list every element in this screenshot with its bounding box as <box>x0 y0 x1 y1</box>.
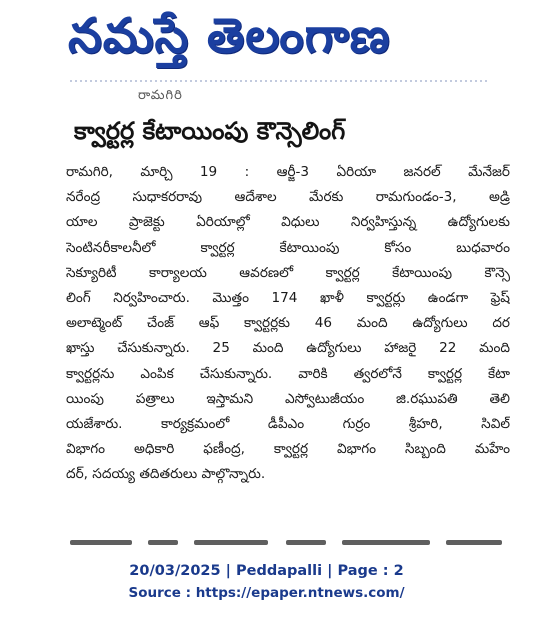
article-line: యింపు పత్రాలు ఇస్తామని ఎస్వోటుజీయం జి.రఘుపతి తెలి <box>66 390 510 407</box>
article-line: లింగ్ నిర్వహించారు. మొత్తం 174 ఖాళీ క్వార్టర్లు ఉండగా ఫ్రెష్ <box>66 289 510 306</box>
newspaper-masthead: నమస్తే తెలంగాణ <box>68 8 391 64</box>
article-line: నరేంద్ర సుధాకరరావు ఆదేశాల మేరకు రామగుండం-3, అడ్రి <box>66 189 510 206</box>
clip-meta: 20/03/2025 | Peddapalli | Page : 2 <box>129 563 404 579</box>
article-line: విభాగం అధికారి ఫణీంద్ర, క్వార్టర్ల విభాగం సిబ్బంది మహేం <box>66 441 510 458</box>
article-line: క్వార్టర్లను ఎంపిక చేసుకున్నారు. వారికి త్వరలోనే క్వార్టర్ల కేటా <box>66 365 510 382</box>
dateline-fragment: రామగిరి <box>138 88 183 103</box>
clip-source: Source : https://epaper.ntnews.com/ <box>128 585 405 601</box>
article-line: దర్, సదయ్య తదితరులు పాల్గొన్నారు. <box>66 466 266 483</box>
article-line: యాల ప్రాజెక్టు ఏరియాల్లో విధులు నిర్వహిస్తున్న ఉద్యోగులకు <box>66 214 510 231</box>
masthead-divider <box>70 80 488 82</box>
clip-footer <box>0 560 533 604</box>
article-line: యజేశారు. కార్యక్రమంలో డీపీఎం గుర్రం శ్రీహరి, సివిల్ <box>66 415 510 432</box>
article-headline: క్వార్టర్ల కేటాయింపు కౌన్సెలింగ్ <box>74 117 346 145</box>
article-body <box>66 160 510 487</box>
article-line: రామగిరి, మార్చి 19 : ఆర్జీ-3 ఏరియా జనరల్ మేనేజర్ <box>66 164 510 180</box>
article-line: అలాట్మెంట్ చేంజ్ ఆఫ్ క్వార్టర్లకు 46 మంది ఉద్యోగులు దర <box>66 315 510 332</box>
article-line: సెంటినరీకాలనీలో క్వార్టర్ల కేటాయింపు కోసం బుధవారం <box>66 239 510 256</box>
article-line: ఖాస్తు చేసుకున్నారు. 25 మంది ఉద్యోగులు హాజరై 22 మంది <box>66 340 510 357</box>
article-line: సెక్యూరిటీ కార్యాలయ ఆవరణలో క్వార్టర్ల కేటాయింపు కౌన్సె <box>66 264 510 281</box>
cropped-next-line <box>66 538 510 550</box>
